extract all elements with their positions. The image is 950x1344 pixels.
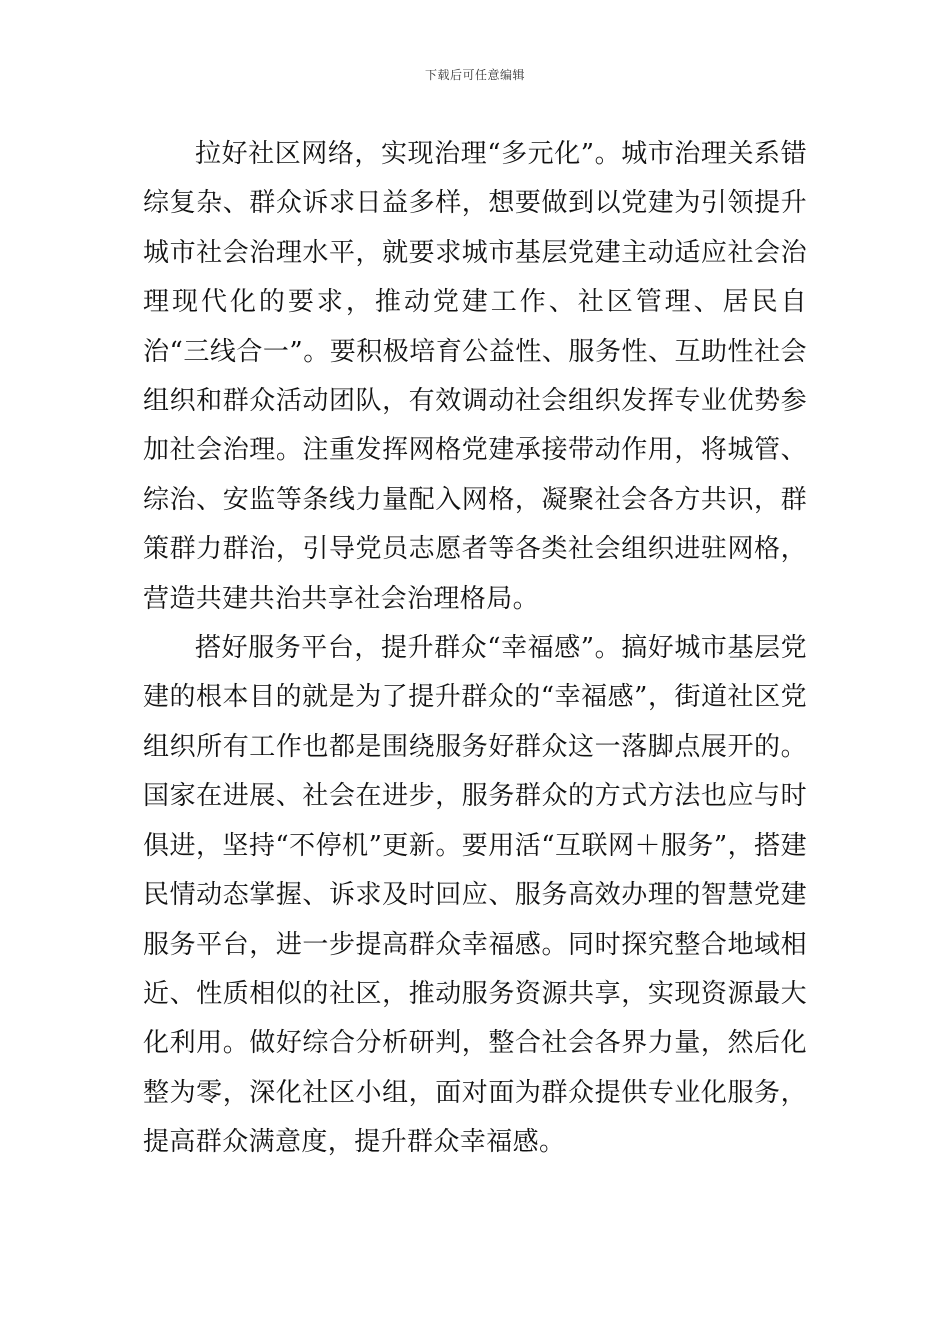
paragraph-community-network: 拉好社区网络，实现治理“多元化”。城市治理关系错综复杂、群众诉求日益多样，想要做到以党建为引领提升城市社会治理水平，就要求城市基层党建主动适应社会治理现代化的要求，推动党建工作、社区管理、居民自治“三线合一”。要积极培育公益性、服务性、互助性社会组织和群众活动团队，有效调动社会组织发挥专业优势参加社会治理。注重发挥网格党建承接带动作用，将城管、综治、安监等条线力量配入网格，凝聚社会各方共识，群策群力群治，引导党员志愿者等各类社会组织进驻网格，营造共建共治共享社会治理格局。	[143, 139, 807, 614]
page-header: 下载后可任意编辑	[424, 68, 525, 82]
document-body	[143, 130, 807, 1168]
paragraph-service-platform: 搭好服务平台，提升群众“幸福感”。搞好城市基层党建的根本目的就是为了提升群众的“幸福感”，街道社区党组织所有工作也都是围绕服务好群众这一落脚点展开的。国家在进展、社会在进步，服务群众的方式方法也应与时俱进，坚持“不停机”更新。要用活“互联网＋服务”，搭建民情动态掌握、诉求及时回应、服务高效办理的智慧党建服务平台，进一步提高群众幸福感。同时探究整合地域相近、性质相似的社区，推动服务资源共享，实现资源最大化利用。做好综合分析研判，整合社会各界力量，然后化整为零，深化社区小组，面对面为群众提供专业化服务，提高群众满意度，提升群众幸福感。	[143, 633, 807, 1158]
